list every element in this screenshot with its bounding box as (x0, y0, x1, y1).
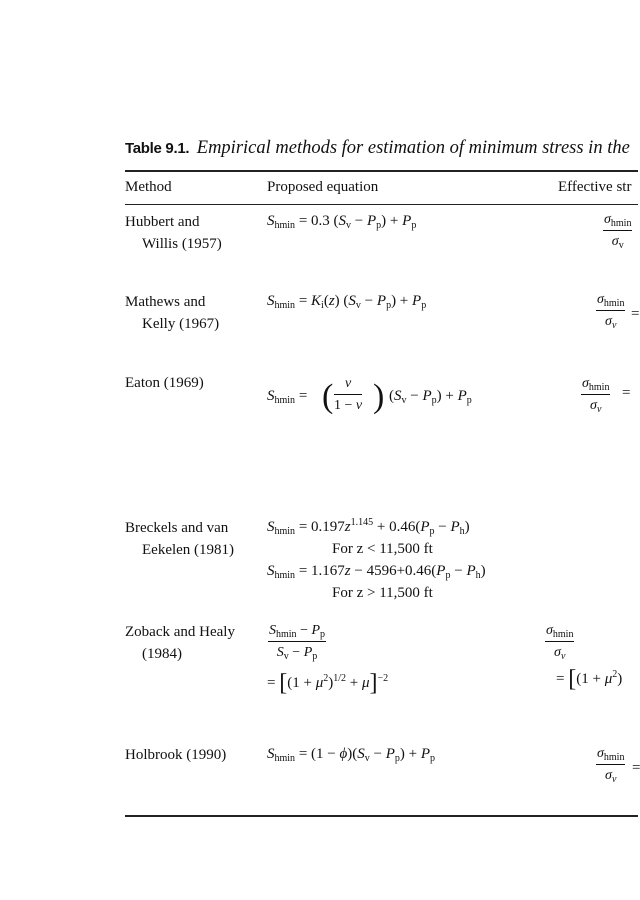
equals-sign-partial: = (631, 306, 640, 322)
method-name: (1984) (142, 646, 182, 662)
left-paren: ( (322, 378, 334, 415)
method-name: Willis (1957) (142, 236, 222, 252)
method-name: Hubbert and (125, 214, 200, 230)
equation: $S_{hmin} = (1 - \phi)(S_v - P_p) + P_p$ (267, 746, 436, 764)
method-name: Eaton (1969) (125, 375, 204, 391)
equation: $S_{hmin} = K_i(z) (S_v - P_p) + P_p$ (267, 293, 427, 311)
table-label: Table 9.1. (125, 140, 190, 157)
condition-note: For z > 11,500 ft (332, 585, 433, 601)
effective-fraction: $\sigma_{hmin}$ $\sigma_v$ (597, 746, 625, 785)
table-row (125, 744, 226, 766)
table-row (125, 517, 234, 561)
equals-sign-partial: = (632, 760, 640, 776)
effective-fraction: $\sigma_{hmin}$ $\sigma_v$ (604, 212, 632, 251)
table-row (125, 621, 235, 665)
method-name: Breckels and van (125, 520, 229, 536)
stress-ratio-fraction: $S_{hmin} - P_p$ $S_v - P_p$ (269, 623, 326, 662)
equation: $S_{hmin} = 0.197z^{1.145} + 0.46(P_p - P_h)$ (267, 517, 470, 537)
equation-lhs: $S_{hmin}$ = (267, 388, 308, 406)
table-row (125, 291, 219, 335)
equation-partial: = [$(1 + \mu^2)$ (556, 666, 623, 692)
method-name: Eekelen (1981) (142, 542, 235, 558)
poisson-fraction: $\frac{\nu}{1 - \nu}$ (334, 376, 363, 413)
right-paren: ) (373, 378, 385, 415)
equation: $S_{hmin} = 1.167z - 4596+0.46(P_p - P_h)$ (267, 563, 486, 581)
condition-note: For z < 11,500 ft (332, 541, 433, 557)
method-name: Holbrook (1990) (125, 747, 227, 763)
equation-rhs: $(S_v - P_p) + P_p$ (389, 388, 472, 406)
table-caption (125, 137, 630, 159)
column-header-equation: Proposed equation (267, 179, 379, 195)
table-row (125, 372, 204, 394)
method-name: Zoback and Healy (125, 624, 235, 640)
effective-fraction: $\sigma_{hmin}$ $\sigma_v$ (597, 292, 625, 331)
effective-fraction: $\sigma_{hmin}$ $\sigma_v$ (546, 623, 574, 662)
column-header-method: Method (125, 179, 172, 195)
table-title: Empirical methods for estimation of minimum stress in the (196, 138, 630, 158)
table-row (125, 211, 222, 255)
equation: = $[(1 + \mu^2)^{1/2} + \mu]^{-2}$ (267, 670, 389, 696)
header-rule (125, 204, 638, 205)
top-rule (125, 170, 638, 172)
method-name: Kelly (1967) (142, 316, 220, 332)
bottom-rule (125, 815, 638, 817)
equals-sign: = (622, 385, 631, 401)
equation: $S_{hmin} = 0.3$ $(S_v - P_p) + P_p$ (267, 213, 417, 231)
effective-fraction: $\sigma_{hmin}$ $\sigma_v$ (582, 376, 610, 415)
column-header-effective: Effective str (558, 179, 632, 195)
method-name: Mathews and (125, 294, 206, 310)
